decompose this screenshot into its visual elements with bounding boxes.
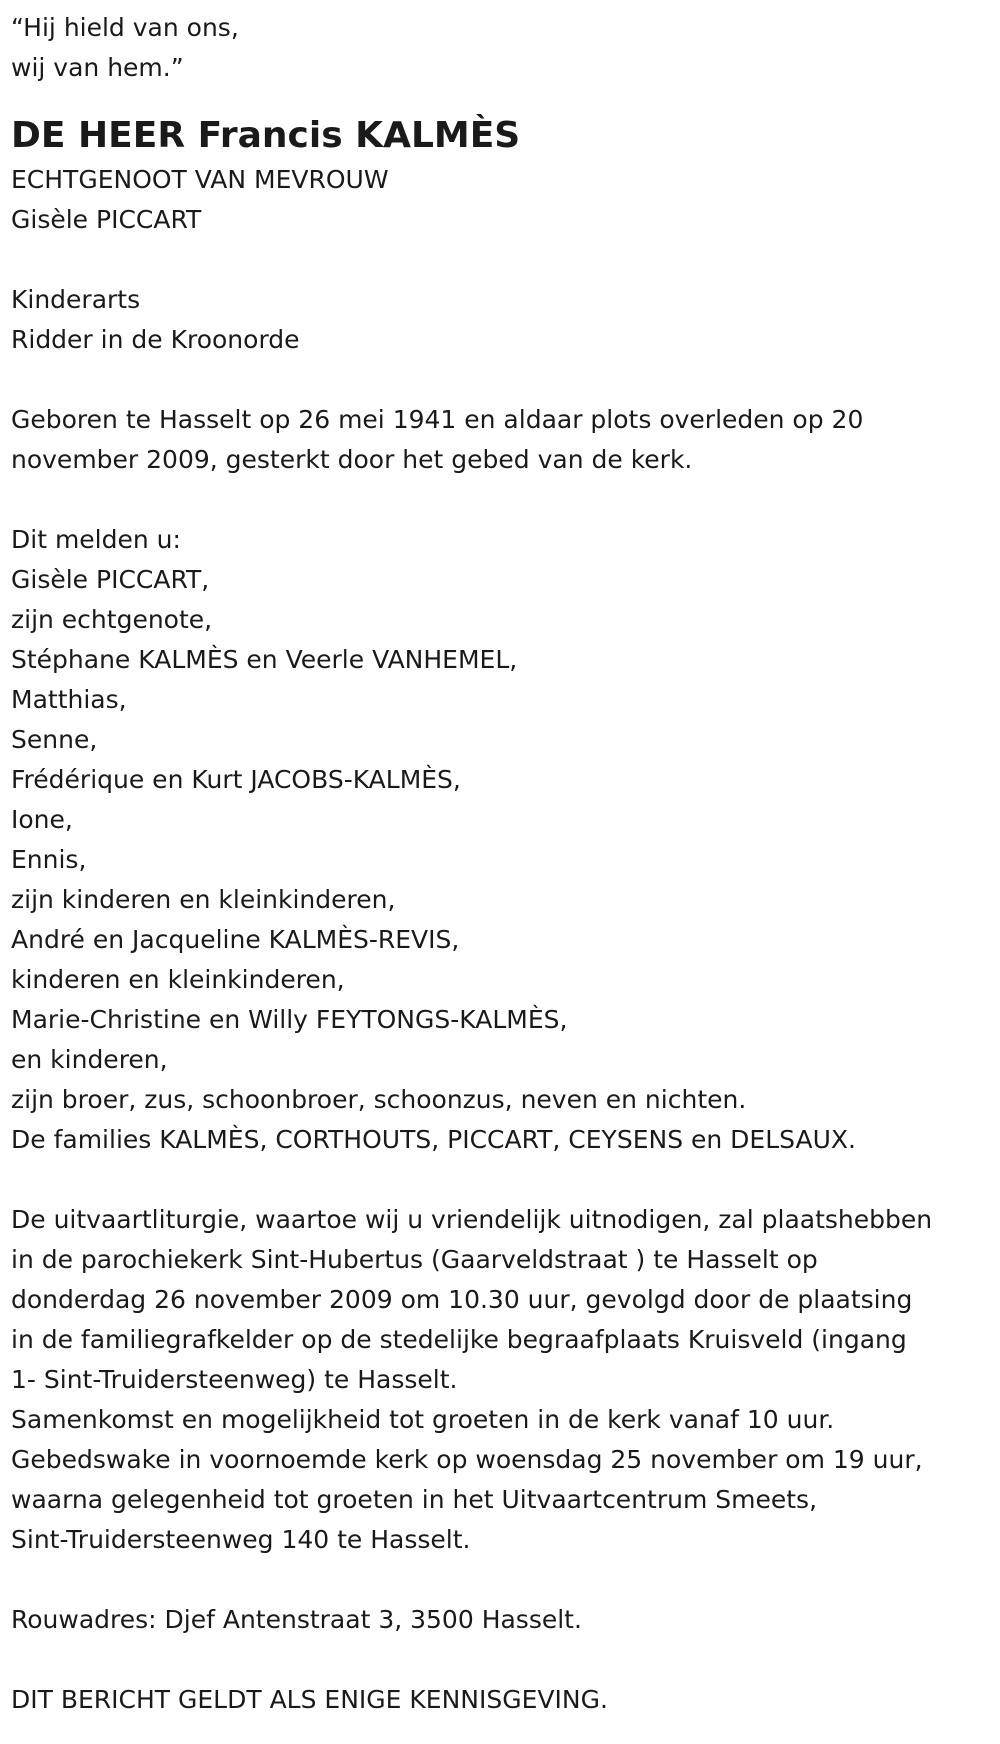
funeral-line: 1- Sint-Truidersteenweg) te Hasselt.	[11, 1365, 458, 1394]
funeral-block	[11, 1200, 990, 1560]
announcer-line: Dit melden u:	[11, 525, 181, 554]
birth-death-line: november 2009, gesterkt door het gebed van de kerk.	[11, 445, 693, 474]
announcers-block	[11, 520, 990, 1160]
announcer-line: Gisèle PICCART,	[11, 565, 210, 594]
funeral-line: Gebedswake in voornoemde kerk op woensdag 25 november om 19 uur,	[11, 1445, 923, 1474]
announcer-line: André en Jacqueline KALMÈS-REVIS,	[11, 925, 460, 954]
announcer-line: Senne,	[11, 725, 98, 754]
announcer-line: en kinderen,	[11, 1045, 168, 1074]
announcer-line: kinderen en kleinkinderen,	[11, 965, 345, 994]
announcer-line: Ione,	[11, 805, 73, 834]
quote-line: wij van hem.”	[11, 53, 184, 82]
funeral-line: De uitvaartliturgie, waartoe wij u vriendelijk uitnodigen, zal plaatshebben	[11, 1205, 933, 1234]
spouse-name: Gisèle PICCART	[11, 205, 202, 234]
title-line: Ridder in de Kroonorde	[11, 325, 300, 354]
announcer-line: De families KALMÈS, CORTHOUTS, PICCART, CEYSENS en DELSAUX.	[11, 1125, 856, 1154]
announcer-line: zijn broer, zus, schoonbroer, schoonzus, neven en nichten.	[11, 1085, 747, 1114]
announcer-line: Ennis,	[11, 845, 87, 874]
birth-death-block	[11, 400, 990, 480]
title-line: Kinderarts	[11, 285, 141, 314]
quote-block	[11, 8, 990, 88]
mourning-address: Rouwadres: Djef Antenstraat 3, 3500 Hasselt.	[11, 1605, 582, 1634]
announcer-line: Frédérique en Kurt JACOBS-KALMÈS,	[11, 765, 461, 794]
announcer-line: Stéphane KALMÈS en Veerle VANHEMEL,	[11, 645, 518, 674]
announcer-line: zijn echtgenote,	[11, 605, 213, 634]
sole-notice: DIT BERICHT GELDT ALS ENIGE KENNISGEVING.	[11, 1685, 608, 1714]
announcer-line: Matthias,	[11, 685, 127, 714]
deceased-title: DE HEER Francis KALMÈS	[11, 115, 521, 156]
funeral-line: Samenkomst en mogelijkheid tot groeten in de kerk vanaf 10 uur.	[11, 1405, 835, 1434]
announcer-line: zijn kinderen en kleinkinderen,	[11, 885, 396, 914]
titles-block	[11, 280, 990, 360]
funeral-line: in de parochiekerk Sint-Hubertus (Gaarveldstraat ) te Hasselt op	[11, 1245, 818, 1274]
quote-line: “Hij hield van ons,	[11, 13, 239, 42]
funeral-line: waarna gelegenheid tot groeten in het Uitvaartcentrum Smeets,	[11, 1485, 818, 1514]
spouse-intro: ECHTGENOOT VAN MEVROUW	[11, 165, 389, 194]
birth-death-line: Geboren te Hasselt op 26 mei 1941 en aldaar plots overleden op 20	[11, 405, 864, 434]
funeral-line: donderdag 26 november 2009 om 10.30 uur, gevolgd door de plaatsing	[11, 1285, 913, 1314]
announcer-line: Marie-Christine en Willy FEYTONGS-KALMÈS,	[11, 1005, 568, 1034]
funeral-line: Sint-Truidersteenweg 140 te Hasselt.	[11, 1525, 471, 1554]
funeral-line: in de familiegrafkelder op de stedelijke begraafplaats Kruisveld (ingang	[11, 1325, 907, 1354]
